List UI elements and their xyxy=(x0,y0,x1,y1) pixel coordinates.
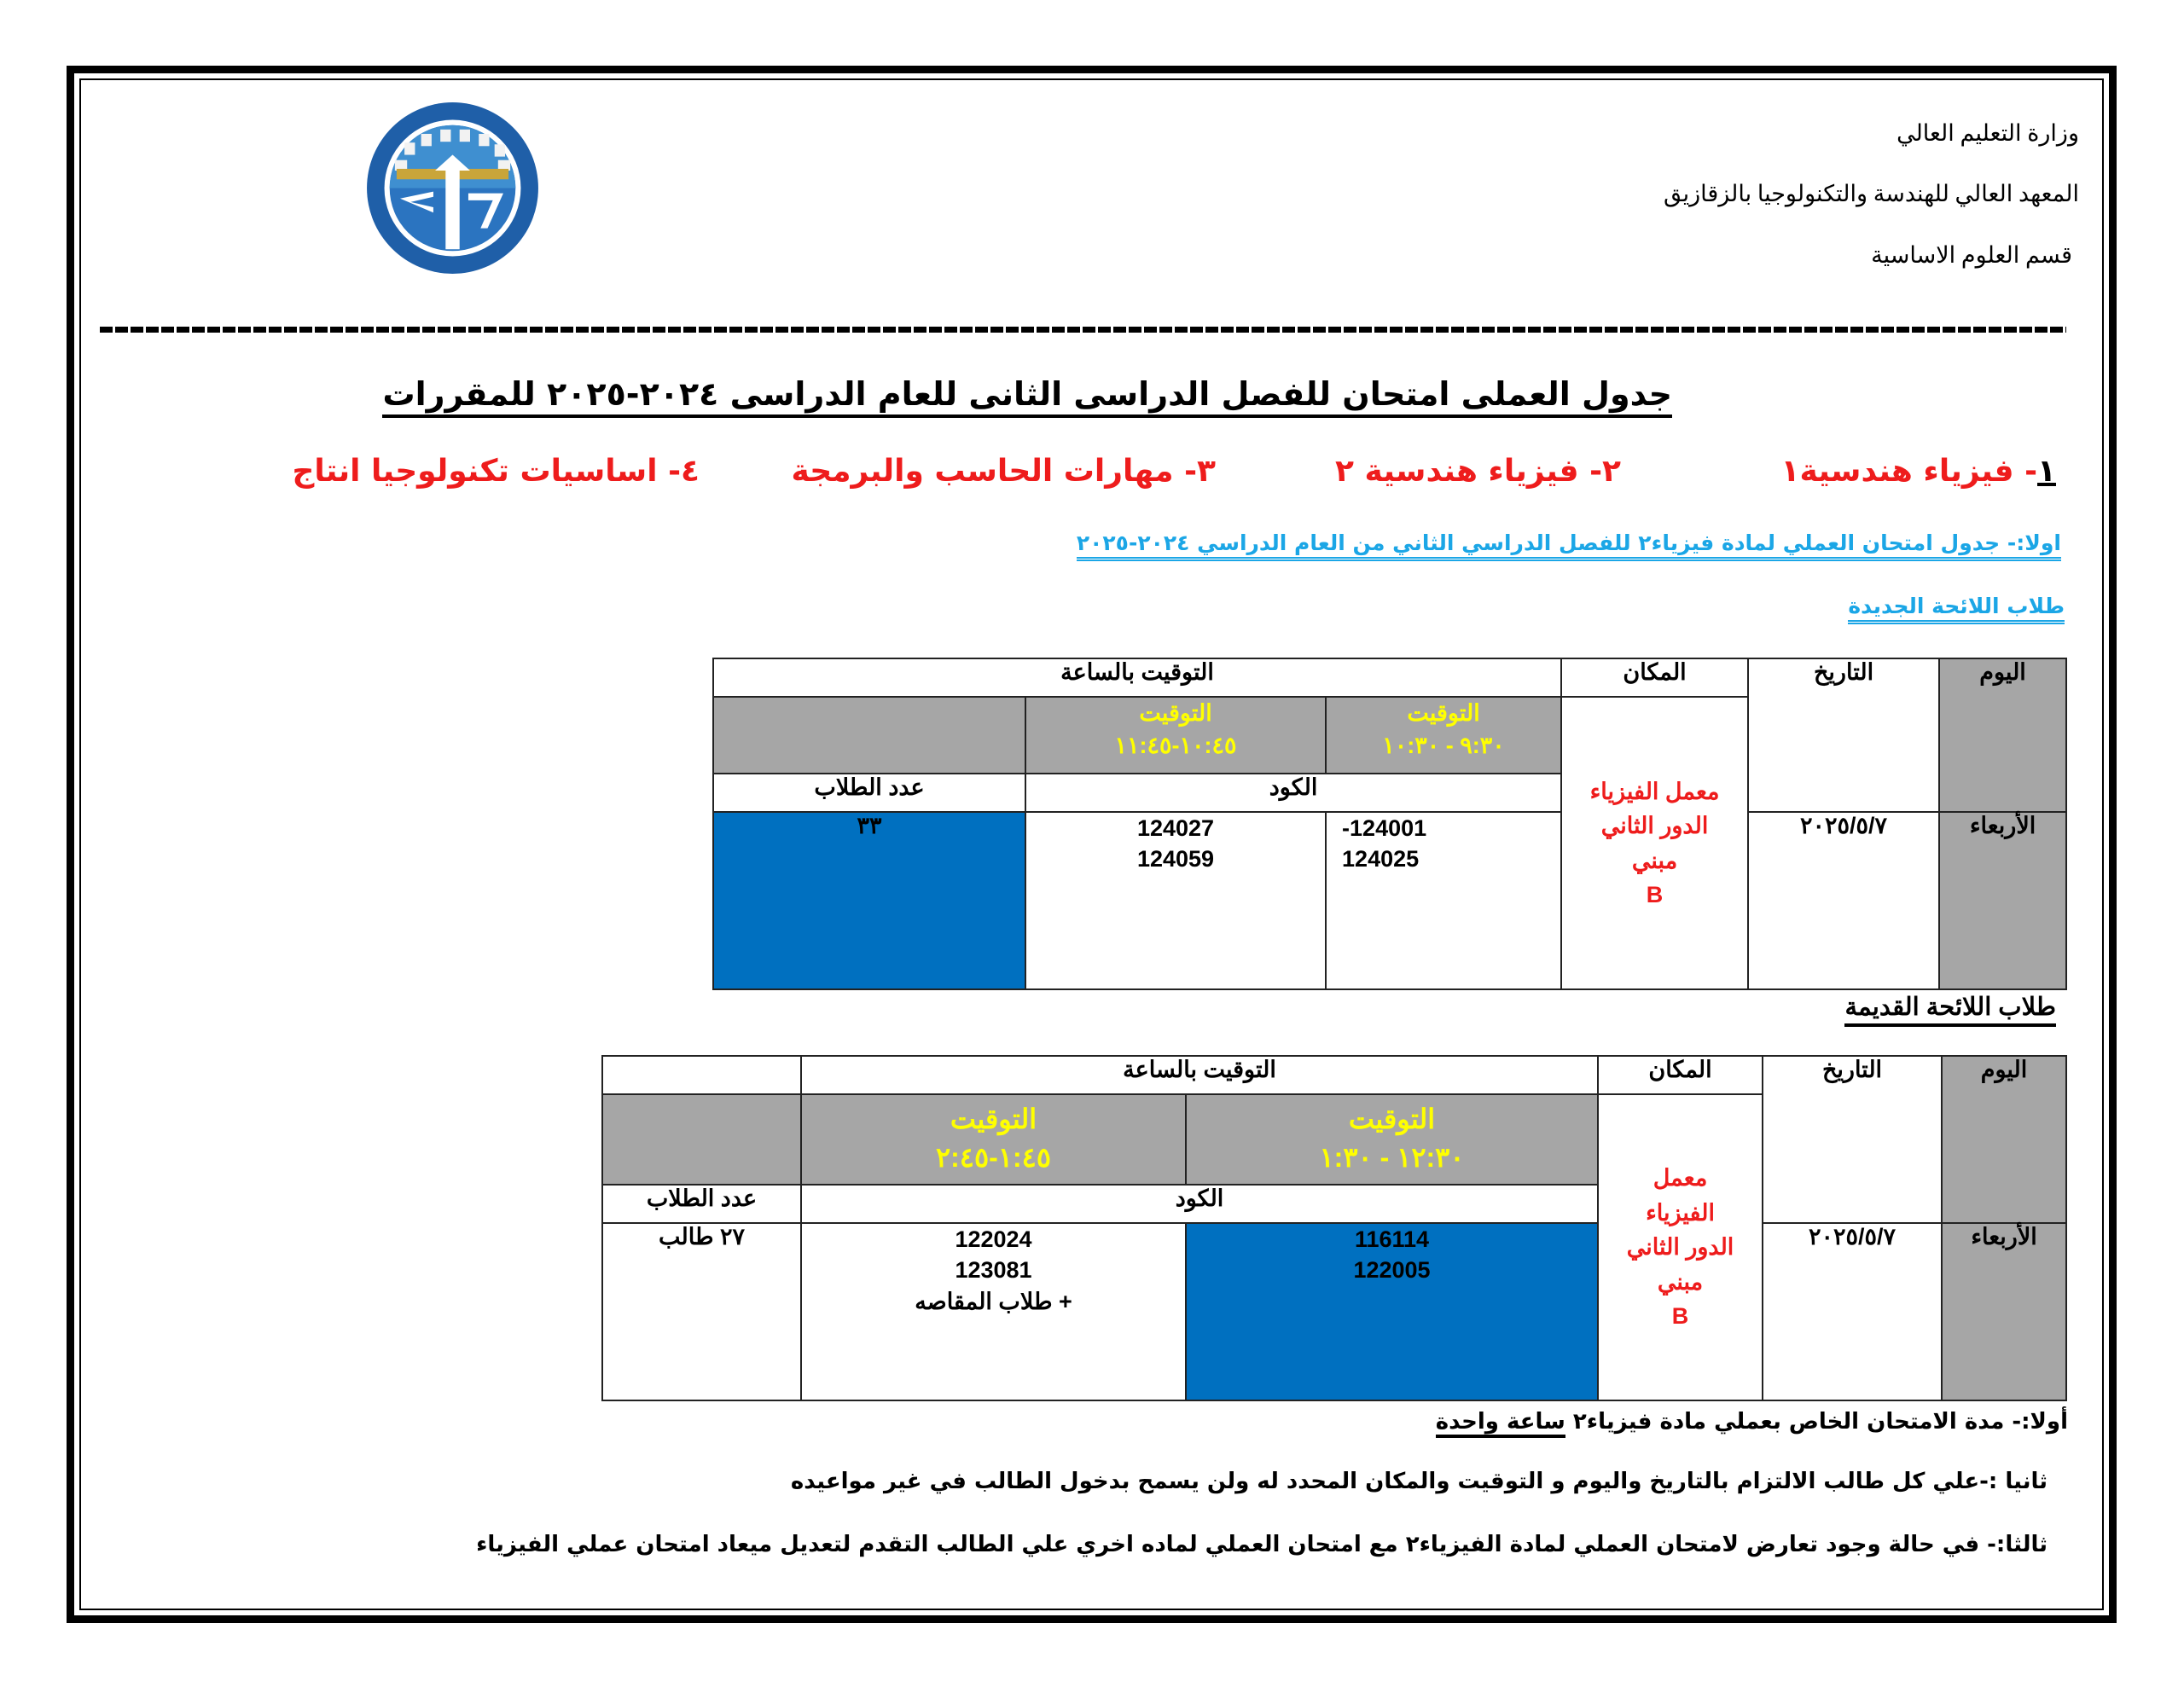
code: 122024 xyxy=(955,1226,1032,1252)
slot-1-label: التوقيت xyxy=(1348,1104,1436,1134)
header-place: المكان xyxy=(1561,658,1748,697)
header-code: الكود xyxy=(1025,774,1561,812)
place-line: معمل xyxy=(1653,1165,1708,1191)
slot-2-label: التوقيت xyxy=(950,1104,1037,1134)
place-line: الفيزياء xyxy=(1646,1199,1715,1226)
institute-name: المعهد العالي للهندسة والتكنولوجيا بالزقازيق xyxy=(1664,181,2079,207)
note-third: ثالثا:- في حالة وجود تعارض لامتحان العملي لمادة الفيزياء٢ مع امتحان العملي لماده اخري علي الطالب التقدم لتعديل ميعاد امتحان عملي الفيزياء xyxy=(476,1532,2048,1557)
slot-1-time: ٩:٣٠ - ١٠:٣٠ xyxy=(1382,732,1505,758)
code: 124027 xyxy=(1136,815,1215,841)
header-place: المكان xyxy=(1598,1056,1763,1094)
place-line: B xyxy=(1671,1303,1689,1330)
place-cell xyxy=(1598,1094,1763,1400)
course-2-number: ٢ xyxy=(1602,454,1621,489)
schedule-table-old xyxy=(601,1055,2067,1401)
place-cell xyxy=(1561,697,1748,989)
place-line: الدور الثاني xyxy=(1600,813,1709,838)
course-2 xyxy=(1335,454,1621,489)
slot-2 xyxy=(1025,697,1326,774)
slot-empty xyxy=(602,1094,801,1185)
codes-slot-2 xyxy=(1025,812,1326,989)
place-line: مبني xyxy=(1657,1268,1704,1295)
page-title xyxy=(382,375,1672,413)
slot-2-time: ١:٤٥-٢:٤٥ xyxy=(935,1141,1052,1173)
note-second: ثانيا :-علي كل طالب الالتزام بالتاريخ واليوم و التوقيت والمكان المحدد له ولن يسمح بدخول الطالب في غير مواعيده xyxy=(790,1469,2048,1494)
note-first-text: أولا:- مدة الامتحان الخاص بعملي مادة فيزياء٢ xyxy=(1572,1409,2068,1435)
slot-1-time: ١٢:٣٠ - ١:٣٠ xyxy=(1319,1141,1465,1173)
note-first xyxy=(1436,1409,2068,1435)
place-line: B xyxy=(1646,882,1664,907)
student-count: ٢٧ طالب xyxy=(602,1223,801,1400)
student-count: ٣٣ xyxy=(713,812,1025,989)
course-1 xyxy=(1781,454,2056,489)
place-line: مبني xyxy=(1631,847,1678,873)
schedule-table-new xyxy=(712,658,2067,990)
codes-slot-2 xyxy=(801,1223,1186,1400)
slot-2 xyxy=(801,1094,1186,1185)
header-date: التاريخ xyxy=(1763,1056,1942,1223)
slot-1 xyxy=(1186,1094,1598,1185)
code: 116114 xyxy=(1354,1226,1430,1252)
institute-logo xyxy=(365,101,540,275)
code: 124001- xyxy=(1342,815,1427,841)
code: 122005 xyxy=(1353,1257,1431,1284)
course-1-label: - فيزياء هندسية١ xyxy=(1780,454,2038,489)
day-cell: الأربعاء xyxy=(1942,1223,2066,1400)
note-first-emphasis: ساعة واحدة xyxy=(1436,1409,1565,1438)
slot-2-time: ١٠:٤٥-١١:٤٥ xyxy=(1114,732,1237,758)
header-timing: التوقيت بالساعة xyxy=(801,1056,1598,1094)
course-1-number: ١ xyxy=(2037,454,2056,489)
day-cell: الأربعاء xyxy=(1939,812,2066,989)
section-heading-new-regulation: طلاب اللائحة الجديدة xyxy=(1848,594,2065,624)
course-4-label: - اساسيات تكنولوجيا انتاج xyxy=(292,454,682,489)
slot-2-label: التوقيت xyxy=(1139,700,1212,726)
header-count: عدد الطلاب xyxy=(713,774,1025,812)
header-date: التاريخ xyxy=(1748,658,1939,812)
section-heading-first: اولا:- جدول امتحان العملي لمادة فيزياء٢ للفصل الدراسي الثاني من العام الدراسي ٢٠٢٤-٢٠٢٥ xyxy=(1077,530,2061,561)
header-timing: التوقيت بالساعة xyxy=(713,658,1561,697)
course-3 xyxy=(791,454,1216,489)
section-heading-old-regulation: طلاب اللائحة القديمة xyxy=(1844,992,2056,1027)
code-note: + طلاب المقاصه xyxy=(915,1288,1072,1314)
header-day: اليوم xyxy=(1939,658,2066,812)
place-line: الدور الثاني xyxy=(1626,1234,1734,1261)
course-2-label: - فيزياء هندسية ٢ xyxy=(1335,454,1603,489)
date-cell: ٢٠٢٥/٥/٧ xyxy=(1748,812,1939,989)
header-count: عدد الطلاب xyxy=(602,1185,801,1223)
date-cell: ٢٠٢٥/٥/٧ xyxy=(1763,1223,1942,1400)
code: 124025 xyxy=(1342,846,1420,872)
codes-slot-1 xyxy=(1326,812,1561,989)
department-name: قسم العلوم الاساسية xyxy=(1871,241,2072,268)
ministry-name: وزارة التعليم العالي xyxy=(1896,120,2079,146)
place-line: معمل الفيزياء xyxy=(1589,778,1720,804)
slot-1-label: التوقيت xyxy=(1407,700,1480,726)
header-code: الكود xyxy=(801,1185,1598,1223)
header-blank xyxy=(602,1056,801,1094)
course-3-label: - مهارات الحاسب والبرمجة xyxy=(791,454,1198,489)
course-4-number: ٤ xyxy=(681,454,700,489)
course-3-number: ٣ xyxy=(1197,454,1216,489)
slot-empty xyxy=(713,697,1025,774)
slot-1 xyxy=(1326,697,1561,774)
course-4 xyxy=(292,454,700,489)
header-day: اليوم xyxy=(1942,1056,2066,1223)
separator-dashed-line xyxy=(100,327,2066,333)
code: 123081 xyxy=(955,1257,1032,1284)
codes-slot-1 xyxy=(1186,1223,1598,1400)
tower-icon xyxy=(445,171,459,249)
letterhead xyxy=(1664,119,2079,302)
page-title-text: جدول العملى امتحان للفصل الدراسى الثانى للعام الدراسى ٢٠٢٤-٢٠٢٥ للمقررات xyxy=(382,375,1672,418)
code: 124059 xyxy=(1136,846,1215,872)
